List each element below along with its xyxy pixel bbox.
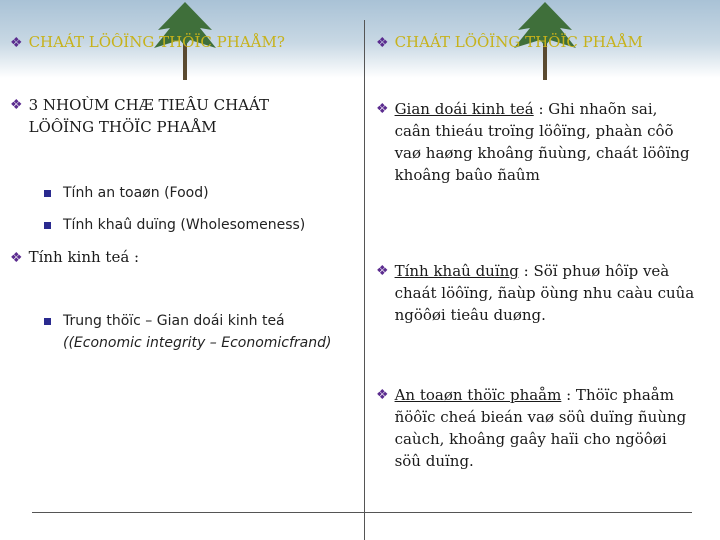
square-bullet-icon bbox=[44, 190, 51, 197]
bottom-rule bbox=[32, 512, 692, 513]
right-title: ❖ CHAÁT LÖÔÏNG THÖÏC PHAÅM bbox=[376, 33, 643, 51]
left-title: ❖ CHAÁT LÖÔÏNG THÖÏC PHAÅM? bbox=[10, 33, 285, 51]
diamond-bullet-icon: ❖ bbox=[376, 387, 389, 403]
diamond-bullet-icon: ❖ bbox=[376, 263, 389, 279]
square-bullet-icon bbox=[44, 222, 51, 229]
left-economic: ❖ Tính kinh teá : bbox=[10, 248, 140, 266]
list-item-food-safety: Tính an toaøn (Food) bbox=[44, 182, 209, 204]
list-item-integrity: Trung thöïc – Gian doái kinh teá ((Economic integrity – Economicfrand) bbox=[44, 310, 354, 354]
left-heading: ❖ 3 NHOÙM CHÆ TIEÂU CHAÁT LÖÔÏNG THÖÏC PHAÅM bbox=[10, 96, 270, 136]
column-divider bbox=[364, 20, 365, 540]
diamond-bullet-icon: ❖ bbox=[10, 250, 23, 266]
right-para-safety: ❖ An toaøn thöïc phaåm : Thöïc phaåm ñöôïc cheá bieán vaø söû duïng ñuùng caùch, khoâng gaây haïi cho ngöôøi söû duïng. bbox=[376, 386, 687, 470]
diamond-bullet-icon: ❖ bbox=[376, 101, 389, 117]
right-para-fraud: ❖ Gian doái kinh teá : Ghi nhaõn sai, caân thieáu troïng löôïng, phaàn côõ vaø haøng khoâng ñuùng, chaát löôïng khoâng baûo ñaûm bbox=[376, 100, 690, 184]
square-bullet-icon bbox=[44, 318, 51, 325]
diamond-bullet-icon: ❖ bbox=[10, 35, 23, 51]
diamond-bullet-icon: ❖ bbox=[376, 35, 389, 51]
list-item-wholesomeness: Tính khaû duïng (Wholesomeness) bbox=[44, 214, 305, 236]
diamond-bullet-icon: ❖ bbox=[10, 97, 23, 113]
right-para-wholesomeness: ❖ Tính khaû duïng : Söï phuø hôïp veà chaát löôïng, ñaùp öùng nhu caàu cuûa ngöôøi tieâu duøng. bbox=[376, 262, 695, 324]
